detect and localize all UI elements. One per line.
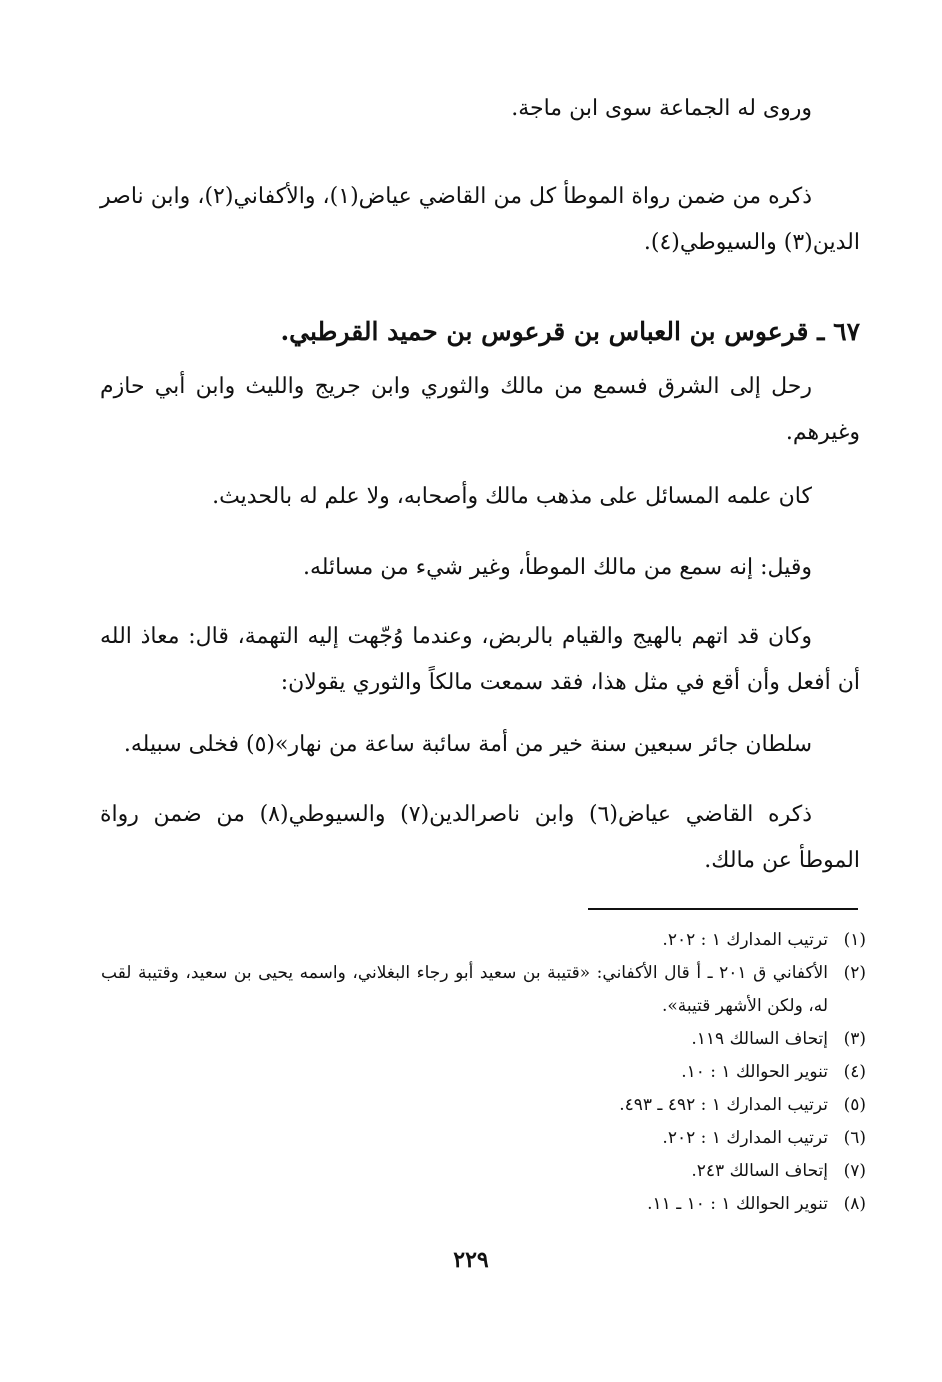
entry-paragraph-accusation: وكان قد اتهم بالهيج والقيام بالربض، وعندما وُجّهت إليه التهمة، قال: معاذ الله أن أفعل وأن أقع في مثل هذا، فقد سمعت مالكاً والثوري يقولان:: [100, 624, 860, 695]
footnote-item: [101, 1155, 866, 1188]
footnote-item: [101, 957, 866, 1023]
footnote-item: [101, 1089, 866, 1122]
footnote-text: ترتيب المدارك ١ : ٢٠٢.: [662, 930, 828, 950]
entry-heading: ٦٧ ـ قرعوس بن العباس بن قرعوس بن حميد القرطبي.: [280, 317, 860, 346]
footnote-item: [101, 1122, 866, 1155]
footnotes-list: [101, 924, 866, 1221]
entry-paragraph-said: وقيل: إنه سمع من مالك الموطأ، وغير شيء من مسائله.: [302, 555, 812, 580]
footnote-text: إتحاف السالك ١١٩.: [691, 1029, 828, 1049]
footnote-number: (٥): [843, 1095, 866, 1115]
footnote-number: (٦): [843, 1128, 866, 1148]
paragraph-narrators: وروى له الجماعة سوى ابن ماجة.: [511, 96, 812, 121]
page-number: ٢٢٩: [453, 1247, 489, 1273]
footnote-number: (٤): [843, 1062, 866, 1082]
footnote-divider: [588, 908, 858, 910]
footnote-item: [101, 1023, 866, 1056]
footnote-text: إتحاف السالك ٢٤٣.: [691, 1161, 828, 1181]
footnote-number: (٣): [843, 1029, 866, 1049]
footnote-number: (٧): [843, 1161, 866, 1181]
footnote-number: (٨): [843, 1194, 866, 1214]
entry-paragraph-knowledge: كان علمه المسائل على مذهب مالك وأصحابه، ولا علم له بالحديث.: [212, 484, 812, 509]
paragraph-muwatta-narrators: ذكره من ضمن رواة الموطأ كل من القاضي عياض(١)، والأكفاني(٢)، وابن ناصر الدين(٣) والسيوطي(٤).: [100, 184, 860, 255]
footnote-text: ترتيب المدارك ١ : ٢٠٢.: [662, 1128, 828, 1148]
footnote-text: تنوير الحوالك ١ : ١٠ ـ ١١.: [647, 1194, 828, 1214]
entry-paragraph-quote: سلطان جائر سبعين سنة خير من أمة سائبة ساعة من نهار»(٥) فخلى سبيله.: [123, 732, 812, 757]
footnote-text: ترتيب المدارك ١ : ٤٩٢ ـ ٤٩٣.: [619, 1095, 828, 1115]
footnote-item: [101, 1056, 866, 1089]
footnote-number: (٢): [843, 963, 866, 983]
footnote-text: الأكفاني ق ٢٠١ ـ أ قال الأكفاني: «قتيبة بن سعيد أبو رجاء البغلاني، واسمه يحيى بن سعيد، وقتيبة لقب له، ولكن الأشهر قتيبة».: [101, 963, 828, 1016]
footnote-text: تنوير الحوالك ١ : ١٠.: [681, 1062, 828, 1082]
footnote-item: [101, 924, 866, 957]
footnote-number: (١): [843, 930, 866, 950]
entry-paragraph-travel: رحل إلى الشرق فسمع من مالك والثوري وابن جريج والليث وابن أبي حازم وغيرهم.: [100, 374, 860, 445]
footnote-item: [101, 1188, 866, 1221]
entry-paragraph-mentioned: ذكره القاضي عياض(٦) وابن ناصرالدين(٧) والسيوطي(٨) من ضمن رواة الموطأ عن مالك.: [100, 802, 860, 873]
